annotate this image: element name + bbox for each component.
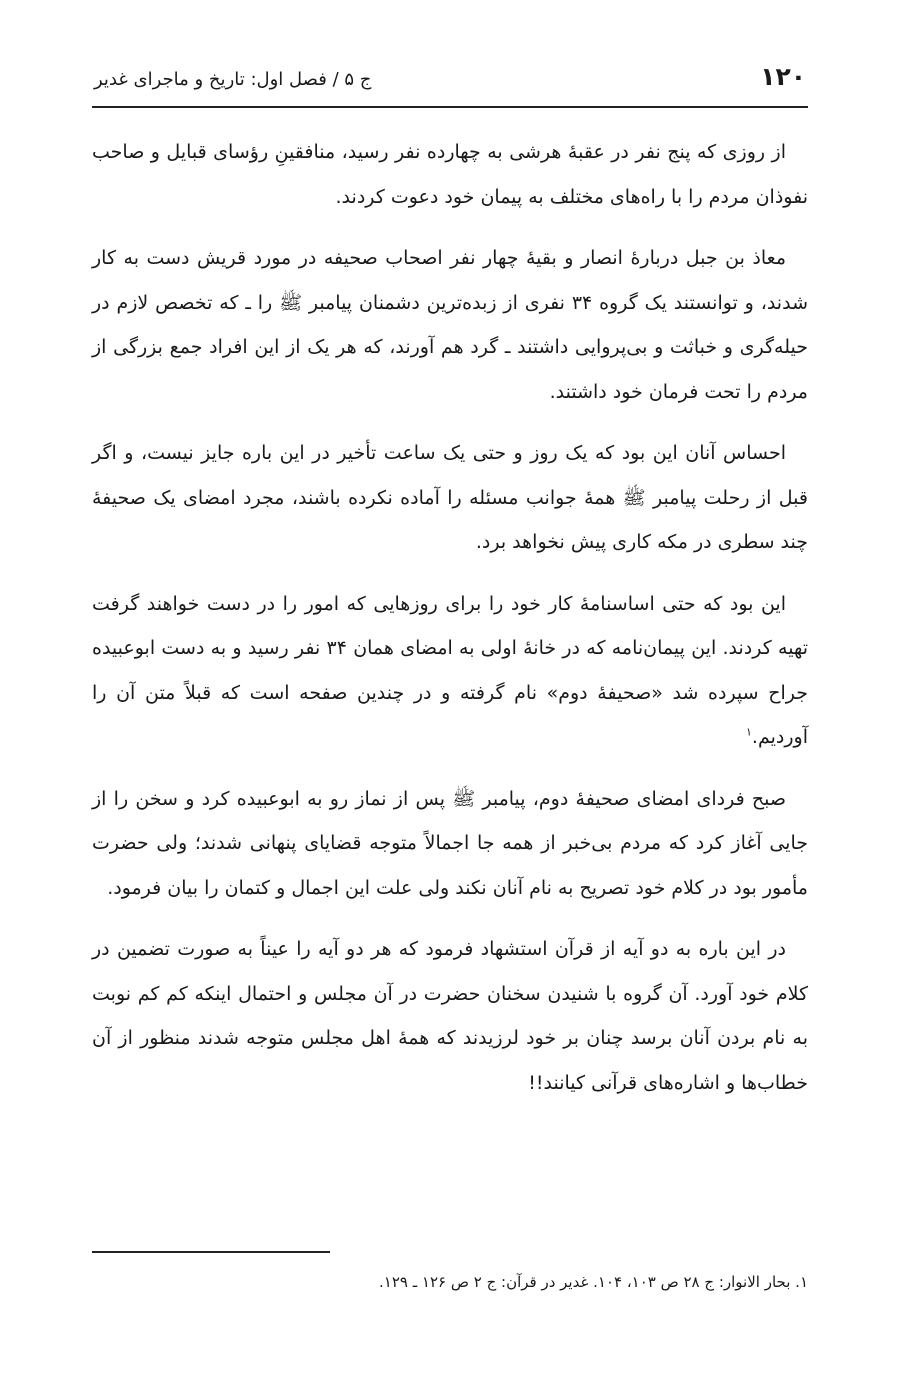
paragraph: معاذ بن جبل دربارهٔ انصار و بقیهٔ چهار نفر اصحاب صحیفه در مورد قریش دست به کار شدند، و توانستند یک گروه ۳۴ نفری از زبده‌ترین دشمنان پیامبر ﷺ را ـ که تخصص لازم در حیله‌گری و خباثت و بی‌پروایی داشتند ـ گرد هم آورند، که هر یک از این افراد جمع بزرگی از مردم را تحت فرمان خود داشتند.: [92, 247, 808, 403]
running-header: [92, 62, 808, 108]
footnote-divider: [92, 1251, 330, 1253]
paragraph-text: این بود که حتی اساسنامهٔ کار خود را برای روزهایی که امور را در دست خواهند گرفت تهیه کردند. این پیمان‌نامه که در خانهٔ اولی به امضای همان ۳۴ نفر رسید و به دست ابوعبیده جراح سپرده شد «صحیفهٔ دوم» نام گرفته و در چندین صفحه است که قبلاً متن آن را آوردیم.: [92, 592, 808, 748]
page-number: ۱۲۰: [760, 62, 806, 91]
chapter-title: ج ۵ / فصل اول: تاریخ و ماجرای غدیر: [94, 69, 372, 90]
paragraph: احساس آنان این بود که یک روز و حتی یک ساعت تأخیر در این باره جایز نیست، و اگر قبل از رحلت پیامبر ﷺ همهٔ جوانب مسئله را آماده نکرده باشند، مجرد امضای یک صحیفهٔ چند سطری در مکه کاری پیش نخواهد برد.: [92, 442, 808, 553]
footnote-marker: ۱: [746, 725, 752, 739]
footnote: ۱. بحار الانوار: ج ۲۸ ص ۱۰۳، ۱۰۴. غدیر در قرآن: ج ۲ ص ۱۲۶ ـ ۱۲۹.: [379, 1273, 808, 1291]
body-text: [92, 130, 808, 1105]
paragraph: از روزی که پنج نفر در عقبهٔ هرشی به چهارده نفر رسید، منافقینِ رؤسای قبایل و صاحب نفوذان مردم را با راه‌های مختلف به پیمان خود دعوت کردند.: [92, 141, 808, 208]
paragraph: در این باره به دو آیه از قرآن استشهاد فرمود که هر دو آیه را عیناً به صورت تضمین در کلام خود آورد. آن گروه با شنیدن سخنان حضرت در آن مجلس و احتمال اینکه کم کم نوبت به نام بردن آنان برسد چنان بر خود لرزیدند که همهٔ اهل مجلس متوجه شدند منظور از آن خطاب‌ها و اشاره‌های قرآنی کیانند!!: [92, 938, 808, 1094]
paragraph: صبح فردای امضای صحیفهٔ دوم، پیامبر ﷺ پس از نماز رو به ابوعبیده کرد و سخن را از جایی آغاز کرد که مردم بی‌خبر از همه جا اجمالاً متوجه قضایای پنهانی شدند؛ ولی حضرت مأمور بود در کلام خود تصریح به نام آنان نکند ولی علت این اجمال و کتمان را بیان فرمود.: [92, 787, 808, 899]
book-page: [92, 62, 808, 1122]
paragraph-with-footnote: [92, 582, 808, 760]
